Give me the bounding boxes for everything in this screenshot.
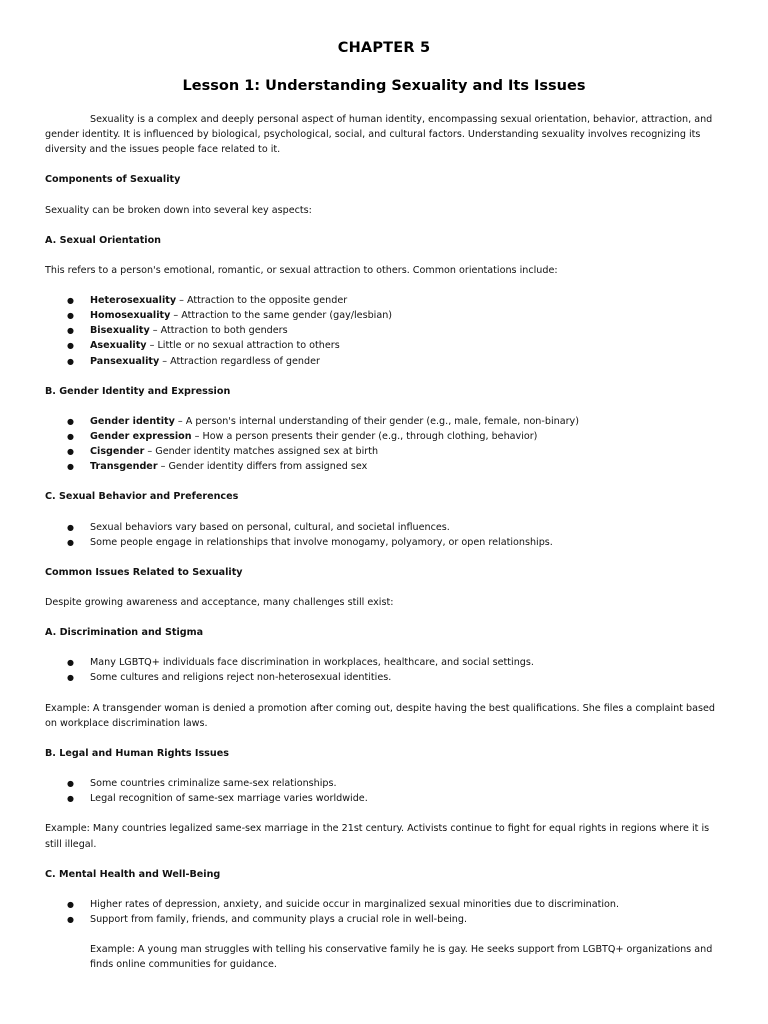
term-description: – Gender identity differs from assigned sex xyxy=(157,461,368,473)
term-description: – Attraction to both genders xyxy=(149,325,288,337)
term: Gender expression xyxy=(90,430,192,442)
list-item: ● Many LGBTQ+ individuals face discrimination in workplaces, healthcare, and social settings. xyxy=(45,655,717,670)
discrimination-list xyxy=(45,655,717,685)
term: Heterosexuality xyxy=(90,295,177,307)
issues-intro: Despite growing awareness and acceptance, many challenges still exist: xyxy=(45,597,394,608)
subheading-discrimination: A. Discrimination and Stigma xyxy=(45,627,204,639)
lesson-title: Lesson 1: Understanding Sexuality and Its Issues xyxy=(182,78,586,94)
list-item xyxy=(45,429,717,444)
term-description: – Attraction to the opposite gender xyxy=(176,295,348,307)
subheading-sexual-behavior: C. Sexual Behavior and Preferences xyxy=(45,491,239,503)
orientation-list xyxy=(45,293,717,368)
list-item xyxy=(45,308,717,323)
subheading-gender-identity: B. Gender Identity and Expression xyxy=(45,385,231,397)
term: Cisgender xyxy=(90,446,145,458)
list-item xyxy=(45,323,717,338)
list-item: ● Some people engage in relationships that involve monogamy, polyamory, or open relationships. xyxy=(45,535,717,550)
components-intro: Sexuality can be broken down into several key aspects: xyxy=(45,204,312,216)
example-paragraph: Example: Many countries legalized same-sex marriage in the 21st century. Activists continue to fight for equal rights in regions where it is still illegal. xyxy=(45,823,710,850)
list-item: ● Some countries criminalize same-sex relationships. xyxy=(45,776,717,791)
term: Homosexuality xyxy=(90,310,171,322)
list-item: ● Some cultures and religions reject non-heterosexual identities. xyxy=(45,670,717,685)
orientation-intro: This refers to a person's emotional, romantic, or sexual attraction to others. Common orientations include: xyxy=(45,264,558,276)
term-description: – A person's internal understanding of their gender (e.g., male, female, non-binary) xyxy=(174,415,579,427)
term-description: – Attraction regardless of gender xyxy=(159,355,320,367)
section-heading-components: Components of Sexuality xyxy=(45,174,181,186)
subheading-mental-health: C. Mental Health and Well-Being xyxy=(45,868,221,880)
document-body xyxy=(45,112,717,987)
intro-paragraph: Sexuality is a complex and deeply personal aspect of human identity, encompassing sexual orientation, behavior, attraction, and gender identity. It is influenced by biological, psychological, social, and cultural factors. Understanding sexuality involves recognizing its diversity and the issues people face related to it. xyxy=(45,114,713,156)
example-paragraph: Example: A transgender woman is denied a promotion after coming out, despite having the best qualifications. She files a complaint based on workplace discrimination laws. xyxy=(45,702,715,729)
example-paragraph: Example: A young man struggles with telling his conservative family he is gay. He seeks support from LGBTQ+ organizations and finds online communities for guidance. xyxy=(90,944,713,971)
term-description: – Little or no sexual attraction to others xyxy=(146,340,340,352)
list-item xyxy=(45,354,717,369)
list-item xyxy=(45,444,717,459)
list-item xyxy=(45,414,717,429)
chapter-title: CHAPTER 5 xyxy=(337,40,431,56)
legal-list xyxy=(45,776,717,806)
term: Asexuality xyxy=(90,340,147,352)
list-item: ● Higher rates of depression, anxiety, and suicide occur in marginalized sexual minorities due to discrimination. xyxy=(45,897,717,912)
subheading-sexual-orientation: A. Sexual Orientation xyxy=(45,234,161,246)
list-item: ● Legal recognition of same-sex marriage varies worldwide. xyxy=(45,791,717,806)
term-description: – Gender identity matches assigned sex at birth xyxy=(144,446,379,458)
mental-health-list xyxy=(45,897,717,927)
list-item xyxy=(45,338,717,353)
gender-list xyxy=(45,414,717,474)
list-item xyxy=(45,293,717,308)
term: Transgender xyxy=(90,461,158,473)
list-item xyxy=(45,459,717,474)
section-heading-issues: Common Issues Related to Sexuality xyxy=(45,566,243,578)
subheading-legal-rights: B. Legal and Human Rights Issues xyxy=(45,747,229,759)
term: Bisexuality xyxy=(90,325,150,337)
list-item: ● Sexual behaviors vary based on personal, cultural, and societal influences. xyxy=(45,520,717,535)
term-description: – How a person presents their gender (e.g., through clothing, behavior) xyxy=(191,430,538,442)
behavior-list xyxy=(45,520,717,550)
term: Gender identity xyxy=(90,415,175,427)
term: Pansexuality xyxy=(90,355,160,367)
term-description: – Attraction to the same gender (gay/lesbian) xyxy=(170,310,393,322)
list-item: ● Support from family, friends, and community plays a crucial role in well-being. xyxy=(45,912,717,927)
